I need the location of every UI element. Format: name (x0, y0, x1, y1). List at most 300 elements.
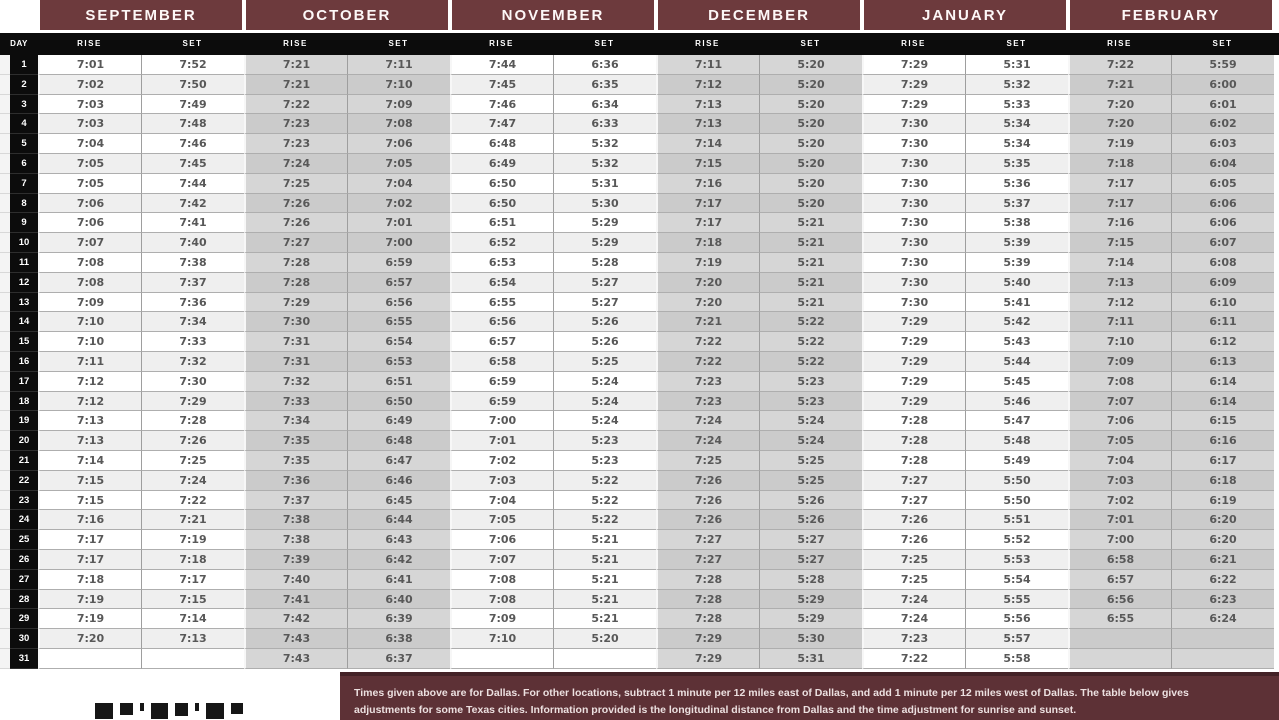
set-cell: 5:32 (553, 154, 656, 174)
rise-cell: 7:31 (244, 352, 347, 372)
day-cell: 3 (10, 95, 38, 115)
set-cell: 6:15 (1171, 411, 1274, 431)
set-cell: 5:34 (965, 114, 1068, 134)
table-row (0, 233, 1279, 253)
set-cell: 6:33 (553, 114, 656, 134)
set-cell: 6:40 (347, 590, 450, 610)
set-cell: 5:21 (759, 253, 862, 273)
rise-cell: 7:30 (244, 312, 347, 332)
rise-cell: 7:09 (1068, 352, 1171, 372)
rise-cell (1068, 649, 1171, 669)
letter-top-shape (140, 703, 144, 711)
rise-cell: 7:08 (1068, 372, 1171, 392)
rise-cell: 6:56 (450, 312, 553, 332)
rise-cell: 7:34 (244, 411, 347, 431)
rise-cell: 7:27 (862, 471, 965, 491)
set-cell: 5:21 (553, 530, 656, 550)
set-cell: 5:36 (965, 174, 1068, 194)
set-cell: 5:47 (965, 411, 1068, 431)
day-cell: 24 (10, 510, 38, 530)
letter-top-shape (120, 703, 133, 715)
left-gutter (0, 273, 10, 293)
left-gutter (0, 75, 10, 95)
set-cell: 5:24 (553, 372, 656, 392)
rise-cell: 7:15 (656, 154, 759, 174)
set-cell: 5:22 (759, 312, 862, 332)
rise-cell: 7:30 (862, 114, 965, 134)
set-cell: 5:50 (965, 471, 1068, 491)
set-cell: 6:20 (1171, 510, 1274, 530)
set-cell: 5:20 (759, 194, 862, 214)
rise-cell: 7:00 (1068, 530, 1171, 550)
rise-cell: 7:23 (244, 114, 347, 134)
set-cell: 5:29 (759, 590, 862, 610)
rise-cell: 7:12 (38, 392, 141, 412)
set-cell: 5:22 (553, 510, 656, 530)
set-cell: 6:21 (1171, 550, 1274, 570)
rise-cell: 7:14 (38, 451, 141, 471)
rise-cell: 7:29 (862, 312, 965, 332)
rise-cell: 7:30 (862, 253, 965, 273)
rise-cell: 7:23 (656, 372, 759, 392)
rise-cell: 7:19 (656, 253, 759, 273)
rise-cell: 7:28 (656, 609, 759, 629)
set-cell: 5:49 (965, 451, 1068, 471)
set-cell: 7:34 (141, 312, 244, 332)
rise-cell: 7:30 (862, 213, 965, 233)
rise-cell: 7:05 (38, 174, 141, 194)
rise-cell: 7:21 (656, 312, 759, 332)
rise-cell: 7:01 (38, 55, 141, 75)
set-cell: 5:59 (1171, 55, 1274, 75)
left-gutter (0, 174, 10, 194)
rise-cell: 7:38 (244, 510, 347, 530)
letter-top-shape (151, 703, 168, 719)
set-cell: 5:27 (759, 550, 862, 570)
set-cell: 5:41 (965, 293, 1068, 313)
set-cell: 5:23 (553, 431, 656, 451)
rise-cell: 6:53 (450, 253, 553, 273)
day-cell: 1 (10, 55, 38, 75)
rise-cell: 7:10 (38, 332, 141, 352)
rise-cell: 7:18 (38, 570, 141, 590)
rise-cell: 7:29 (862, 372, 965, 392)
set-cell: 6:06 (1171, 213, 1274, 233)
set-cell: 6:09 (1171, 273, 1274, 293)
left-gutter (0, 550, 10, 570)
set-cell: 6:50 (347, 392, 450, 412)
rise-cell: 7:11 (1068, 312, 1171, 332)
rise-cell: 7:28 (656, 590, 759, 610)
rise-cell: 7:03 (1068, 471, 1171, 491)
set-cell: 7:02 (347, 194, 450, 214)
rise-cell: 7:04 (1068, 451, 1171, 471)
set-cell: 7:18 (141, 550, 244, 570)
set-cell: 5:20 (553, 629, 656, 649)
day-cell: 30 (10, 629, 38, 649)
set-cell: 6:19 (1171, 491, 1274, 511)
rise-cell: 7:27 (656, 550, 759, 570)
rise-cell: 7:17 (38, 550, 141, 570)
rise-cell: 7:24 (862, 609, 965, 629)
rise-cell: 7:18 (1068, 154, 1171, 174)
left-gutter (0, 312, 10, 332)
rise-cell: 7:16 (656, 174, 759, 194)
rise-cell: 6:57 (450, 332, 553, 352)
rise-cell: 7:12 (38, 372, 141, 392)
table-row (0, 352, 1279, 372)
set-cell: 7:29 (141, 392, 244, 412)
table-row (0, 590, 1279, 610)
rise-cell: 7:12 (1068, 293, 1171, 313)
set-cell: 5:21 (553, 590, 656, 610)
set-column-header: SET (800, 39, 821, 48)
set-cell: 5:20 (759, 95, 862, 115)
letter-top-shape (175, 703, 188, 716)
rise-cell: 7:19 (38, 590, 141, 610)
set-cell: 7:42 (141, 194, 244, 214)
rise-cell: 7:22 (656, 352, 759, 372)
set-cell: 6:17 (1171, 451, 1274, 471)
rise-cell: 7:25 (862, 570, 965, 590)
day-cell: 13 (10, 293, 38, 313)
set-cell: 7:19 (141, 530, 244, 550)
rise-cell: 7:29 (656, 649, 759, 669)
set-cell: 5:21 (759, 233, 862, 253)
set-cell: 7:10 (347, 75, 450, 95)
rise-cell: 7:09 (38, 293, 141, 313)
set-cell: 5:27 (759, 530, 862, 550)
rise-cell: 7:30 (862, 233, 965, 253)
set-cell: 5:29 (553, 233, 656, 253)
set-cell: 6:41 (347, 570, 450, 590)
set-cell: 6:38 (347, 629, 450, 649)
set-cell: 6:13 (1171, 352, 1274, 372)
set-cell: 5:51 (965, 510, 1068, 530)
day-cell: 18 (10, 392, 38, 412)
rise-cell: 6:59 (450, 392, 553, 412)
set-cell: 6:53 (347, 352, 450, 372)
rise-cell: 7:13 (656, 95, 759, 115)
left-gutter (0, 609, 10, 629)
rise-cell: 7:29 (862, 332, 965, 352)
left-gutter (0, 154, 10, 174)
rise-cell: 7:16 (38, 510, 141, 530)
set-cell: 5:31 (553, 174, 656, 194)
day-cell: 28 (10, 590, 38, 610)
rise-cell: 7:17 (656, 213, 759, 233)
day-cell: 8 (10, 194, 38, 214)
rise-column-header: RISE (695, 39, 720, 48)
set-cell: 7:40 (141, 233, 244, 253)
rise-cell: 7:19 (1068, 134, 1171, 154)
set-cell: 6:00 (1171, 75, 1274, 95)
set-cell: 5:22 (759, 332, 862, 352)
day-column-header: DAY (10, 39, 28, 48)
set-cell: 7:05 (347, 154, 450, 174)
rise-cell: 7:17 (656, 194, 759, 214)
month-header-november: NOVEMBER (452, 0, 654, 30)
set-cell: 7:38 (141, 253, 244, 273)
table-row (0, 510, 1279, 530)
left-gutter (0, 392, 10, 412)
rise-cell: 7:06 (450, 530, 553, 550)
left-gutter (0, 491, 10, 511)
day-cell: 27 (10, 570, 38, 590)
day-cell: 22 (10, 471, 38, 491)
rise-cell: 7:21 (244, 75, 347, 95)
set-cell (553, 649, 656, 669)
month-header-february: FEBRUARY (1070, 0, 1272, 30)
table-row (0, 55, 1279, 75)
rise-cell: 6:52 (450, 233, 553, 253)
set-cell: 5:22 (759, 352, 862, 372)
rise-cell: 7:26 (656, 510, 759, 530)
set-cell: 7:45 (141, 154, 244, 174)
set-cell: 5:55 (965, 590, 1068, 610)
rise-cell: 7:23 (862, 629, 965, 649)
set-cell: 5:39 (965, 233, 1068, 253)
set-cell: 5:26 (759, 491, 862, 511)
set-cell: 6:02 (1171, 114, 1274, 134)
month-header-december: DECEMBER (658, 0, 860, 30)
rise-cell: 7:01 (1068, 510, 1171, 530)
rise-cell: 7:29 (862, 352, 965, 372)
day-cell: 29 (10, 609, 38, 629)
set-cell: 6:39 (347, 609, 450, 629)
rise-cell: 7:14 (656, 134, 759, 154)
set-cell: 5:45 (965, 372, 1068, 392)
day-cell: 12 (10, 273, 38, 293)
day-cell: 21 (10, 451, 38, 471)
table-row (0, 392, 1279, 412)
rise-column-header: RISE (77, 39, 102, 48)
rise-cell: 7:26 (656, 471, 759, 491)
rise-cell: 7:22 (1068, 55, 1171, 75)
rise-cell: 7:35 (244, 451, 347, 471)
table-row (0, 471, 1279, 491)
table-row (0, 431, 1279, 451)
set-cell: 5:29 (759, 609, 862, 629)
set-cell: 5:40 (965, 273, 1068, 293)
rise-cell: 6:48 (450, 134, 553, 154)
set-cell: 6:57 (347, 273, 450, 293)
table-row (0, 451, 1279, 471)
rise-cell: 7:44 (450, 55, 553, 75)
rise-cell: 7:02 (1068, 491, 1171, 511)
rise-cell: 7:13 (38, 431, 141, 451)
rise-cell: 7:15 (38, 471, 141, 491)
rise-cell: 7:43 (244, 629, 347, 649)
set-cell: 5:21 (759, 273, 862, 293)
set-cell: 5:29 (553, 213, 656, 233)
rise-cell: 7:13 (38, 411, 141, 431)
set-cell: 5:21 (759, 213, 862, 233)
set-cell: 7:46 (141, 134, 244, 154)
table-row (0, 213, 1279, 233)
day-cell: 9 (10, 213, 38, 233)
rise-cell: 7:28 (862, 451, 965, 471)
left-gutter (0, 411, 10, 431)
table-row (0, 253, 1279, 273)
set-cell: 5:43 (965, 332, 1068, 352)
rise-cell: 7:06 (38, 213, 141, 233)
table-row (0, 649, 1279, 669)
rise-cell: 7:25 (656, 451, 759, 471)
rise-cell: 7:46 (450, 95, 553, 115)
rise-cell: 7:31 (244, 332, 347, 352)
rise-column-header: RISE (1107, 39, 1132, 48)
table-row (0, 312, 1279, 332)
rise-cell: 7:08 (450, 590, 553, 610)
rise-cell: 7:38 (244, 530, 347, 550)
day-cell: 26 (10, 550, 38, 570)
note-line-1: Times given above are for Dallas. For other locations, subtract 1 minute per 12 miles east of Dallas, and add 1 minute per 12 miles west of Dallas. The table below gives (354, 687, 1189, 699)
set-cell: 7:32 (141, 352, 244, 372)
rise-cell: 7:30 (862, 174, 965, 194)
set-cell: 7:44 (141, 174, 244, 194)
letter-top-shape (95, 703, 113, 719)
rise-cell: 7:29 (244, 293, 347, 313)
set-cell: 6:14 (1171, 372, 1274, 392)
rise-cell: 6:56 (1068, 590, 1171, 610)
left-gutter (0, 114, 10, 134)
set-cell: 5:31 (965, 55, 1068, 75)
left-gutter (0, 293, 10, 313)
dallas-adjustment-note (340, 672, 1279, 720)
rise-cell: 7:17 (38, 530, 141, 550)
rise-cell: 6:51 (450, 213, 553, 233)
rise-cell: 7:30 (862, 273, 965, 293)
left-gutter (0, 649, 10, 669)
rise-cell: 7:30 (862, 134, 965, 154)
set-cell: 6:23 (1171, 590, 1274, 610)
rise-cell: 7:10 (450, 629, 553, 649)
set-cell: 7:49 (141, 95, 244, 115)
rise-cell: 7:14 (1068, 253, 1171, 273)
set-cell: 6:45 (347, 491, 450, 511)
left-gutter (0, 629, 10, 649)
day-cell: 10 (10, 233, 38, 253)
rise-cell: 6:55 (450, 293, 553, 313)
rise-cell: 7:11 (656, 55, 759, 75)
set-cell: 7:04 (347, 174, 450, 194)
day-cell: 4 (10, 114, 38, 134)
table-row (0, 134, 1279, 154)
rise-cell: 7:29 (862, 392, 965, 412)
set-cell: 5:27 (553, 293, 656, 313)
rise-cell: 6:50 (450, 194, 553, 214)
rise-cell: 6:58 (450, 352, 553, 372)
rise-cell: 7:37 (244, 491, 347, 511)
set-cell: 7:09 (347, 95, 450, 115)
month-header-january: JANUARY (864, 0, 1066, 30)
set-cell: 5:39 (965, 253, 1068, 273)
rise-cell: 7:29 (862, 95, 965, 115)
rise-cell: 7:32 (244, 372, 347, 392)
left-gutter (0, 213, 10, 233)
rise-cell: 7:30 (862, 194, 965, 214)
table-row (0, 174, 1279, 194)
rise-column-header: RISE (901, 39, 926, 48)
day-cell: 23 (10, 491, 38, 511)
rise-cell: 7:28 (862, 431, 965, 451)
set-cell: 6:54 (347, 332, 450, 352)
rise-cell: 7:28 (862, 411, 965, 431)
rise-cell (450, 649, 553, 669)
rise-cell: 7:02 (450, 451, 553, 471)
rise-cell: 6:55 (1068, 609, 1171, 629)
rise-cell: 7:08 (450, 570, 553, 590)
rise-cell: 6:58 (1068, 550, 1171, 570)
left-gutter (0, 55, 10, 75)
set-cell: 7:11 (347, 55, 450, 75)
set-cell: 7:30 (141, 372, 244, 392)
set-column-header: SET (1212, 39, 1233, 48)
set-cell: 7:14 (141, 609, 244, 629)
left-gutter (0, 194, 10, 214)
set-cell: 7:17 (141, 570, 244, 590)
rise-cell: 7:25 (862, 550, 965, 570)
set-cell: 6:55 (347, 312, 450, 332)
set-cell: 7:48 (141, 114, 244, 134)
set-cell: 6:18 (1171, 471, 1274, 491)
rise-cell: 7:05 (450, 510, 553, 530)
rise-cell: 7:21 (244, 55, 347, 75)
rise-cell: 7:18 (656, 233, 759, 253)
set-cell: 6:59 (347, 253, 450, 273)
set-cell: 6:16 (1171, 431, 1274, 451)
set-cell: 6:51 (347, 372, 450, 392)
table-row (0, 273, 1279, 293)
table-row (0, 75, 1279, 95)
set-cell: 5:25 (759, 471, 862, 491)
set-cell: 7:36 (141, 293, 244, 313)
set-cell: 6:05 (1171, 174, 1274, 194)
rise-cell: 7:01 (450, 431, 553, 451)
rise-cell: 7:20 (656, 273, 759, 293)
day-cell: 14 (10, 312, 38, 332)
left-gutter (0, 431, 10, 451)
set-cell: 6:07 (1171, 233, 1274, 253)
day-cell: 25 (10, 530, 38, 550)
set-cell: 6:48 (347, 431, 450, 451)
rise-cell: 7:20 (1068, 114, 1171, 134)
rise-cell: 6:54 (450, 273, 553, 293)
set-column-header: SET (594, 39, 615, 48)
set-cell: 5:30 (759, 629, 862, 649)
rise-cell: 7:24 (656, 411, 759, 431)
left-gutter (0, 372, 10, 392)
set-column-header: SET (182, 39, 203, 48)
rise-cell: 7:21 (1068, 75, 1171, 95)
rise-cell: 7:39 (244, 550, 347, 570)
rise-cell: 7:22 (244, 95, 347, 115)
rise-cell: 7:24 (244, 154, 347, 174)
table-row (0, 570, 1279, 590)
set-cell: 7:22 (141, 491, 244, 511)
rise-cell: 7:41 (244, 590, 347, 610)
set-cell: 6:06 (1171, 194, 1274, 214)
day-cell: 6 (10, 154, 38, 174)
rise-cell: 7:08 (38, 273, 141, 293)
left-gutter (0, 530, 10, 550)
column-header-row (0, 33, 1279, 55)
set-cell: 5:21 (553, 550, 656, 570)
set-cell: 7:26 (141, 431, 244, 451)
set-cell: 5:27 (553, 273, 656, 293)
rise-cell: 7:29 (656, 629, 759, 649)
